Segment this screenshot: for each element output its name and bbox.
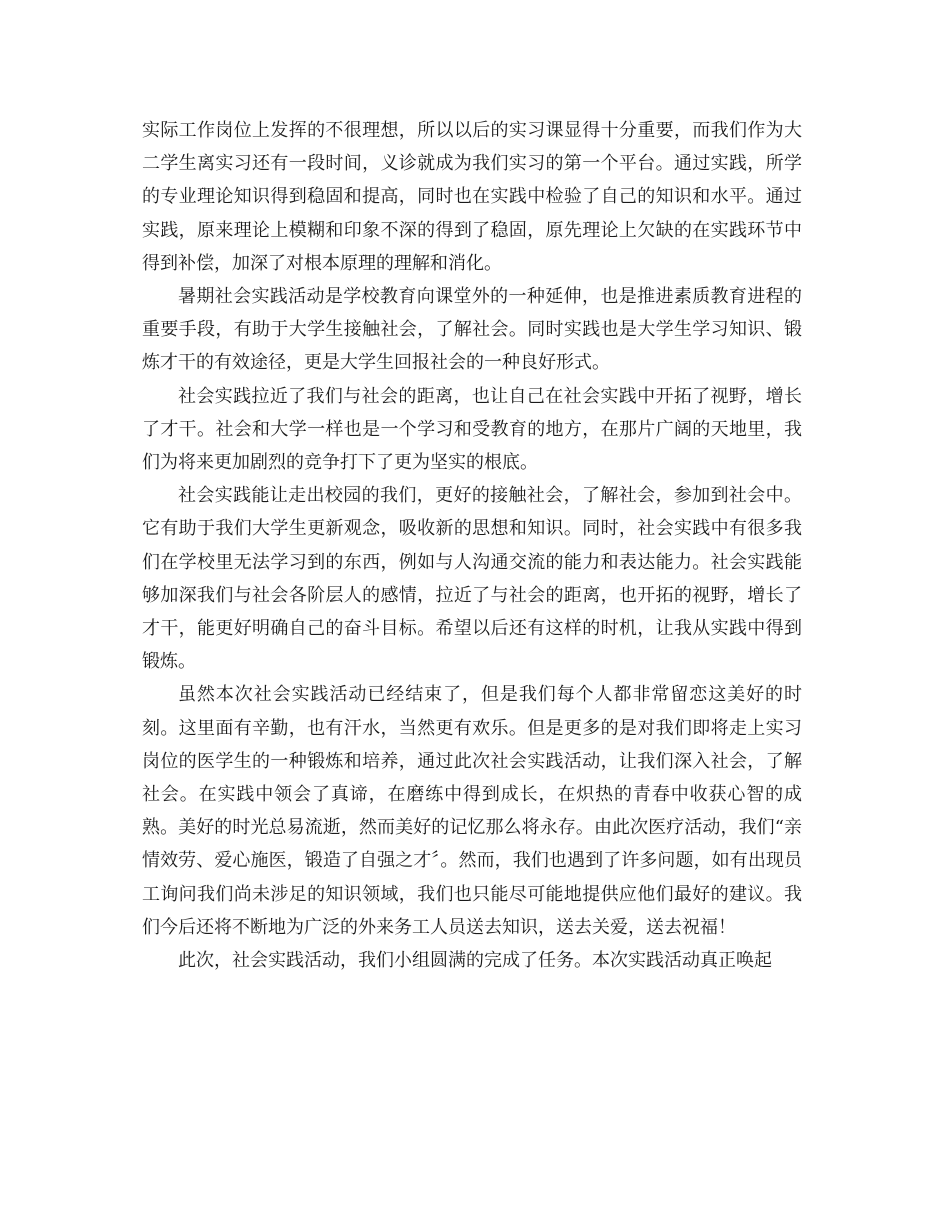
paragraph-1: 实际工作岗位上发挥的不很理想，所以以后的实习课显得十分重要，而我们作为大二学生离实习还有一段时间，义诊就成为我们实习的第一个平台。通过实践，所学的专业理论知识得到稳固和提高，同时也在实践中检验了自己的知识和水平。通过实践，原来理论上模糊和印象不深的得到了稳固，原先理论上欠缺的在实践环节中得到补偿，加深了对根本原理的理解和消化。 <box>142 120 802 274</box>
document-body <box>142 114 802 977</box>
paragraph-3: 社会实践拉近了我们与社会的距离，也让自己在社会实践中开拓了视野，增长了才干。社会和大学一样也是一个学习和受教育的地方，在那片广阔的天地里，我们为将来更加剧烈的竞争打下了更为坚实的根底。 <box>142 385 802 474</box>
paragraph-4: 社会实践能让走出校园的我们，更好的接触社会，了解社会，参加到社会中。它有助于我们大学生更新观念，吸收新的思想和知识。同时，社会实践中有很多我们在学校里无法学习到的东西，例如与人沟通交流的能力和表达能力。社会实践能够加深我们与社会各阶层人的感情，拉近了与社会的距离，也开拓的视野，增长了才干，能更好明确自己的奋斗目标。希望以后还有这样的时机，让我从实践中得到锻炼。 <box>142 485 802 673</box>
paragraph-2: 暑期社会实践活动是学校教育向课堂外的一种延伸，也是推进素质教育进程的重要手段，有助于大学生接触社会，了解社会。同时实践也是大学生学习知识、锻炼才干的有效途径，更是大学生回报社会的一种良好形式。 <box>142 286 802 374</box>
paragraph-6: 此次，社会实践活动，我们小组圆满的完成了任务。本次实践活动真正唤起 <box>178 950 772 972</box>
paragraph-5: 虽然本次社会实践活动已经结束了，但是我们每个人都非常留恋这美好的时刻。这里面有辛勤，也有汗水，当然更有欢乐。但是更多的是对我们即将走上实习岗位的医学生的一种锻炼和培养，通过此次社会实践活动，让我们深入社会，了解社会。在实践中领会了真谛，在磨练中得到成长，在炽热的青春中收获心智的成熟。美好的时光总易流逝，然而美好的记忆那么将永存。由此次医疗活动，我们“亲情效劳、爱心施医，锻造了自强之才〞。然而，我们也遇到了许多问题，如有出现员工询问我们尚未涉足的知识领域，我们也只能尽可能地提供应他们最好的建议。我们今后还将不断地为广泛的外来务工人员送去知识，送去关爱，送去祝福！ <box>142 684 802 938</box>
